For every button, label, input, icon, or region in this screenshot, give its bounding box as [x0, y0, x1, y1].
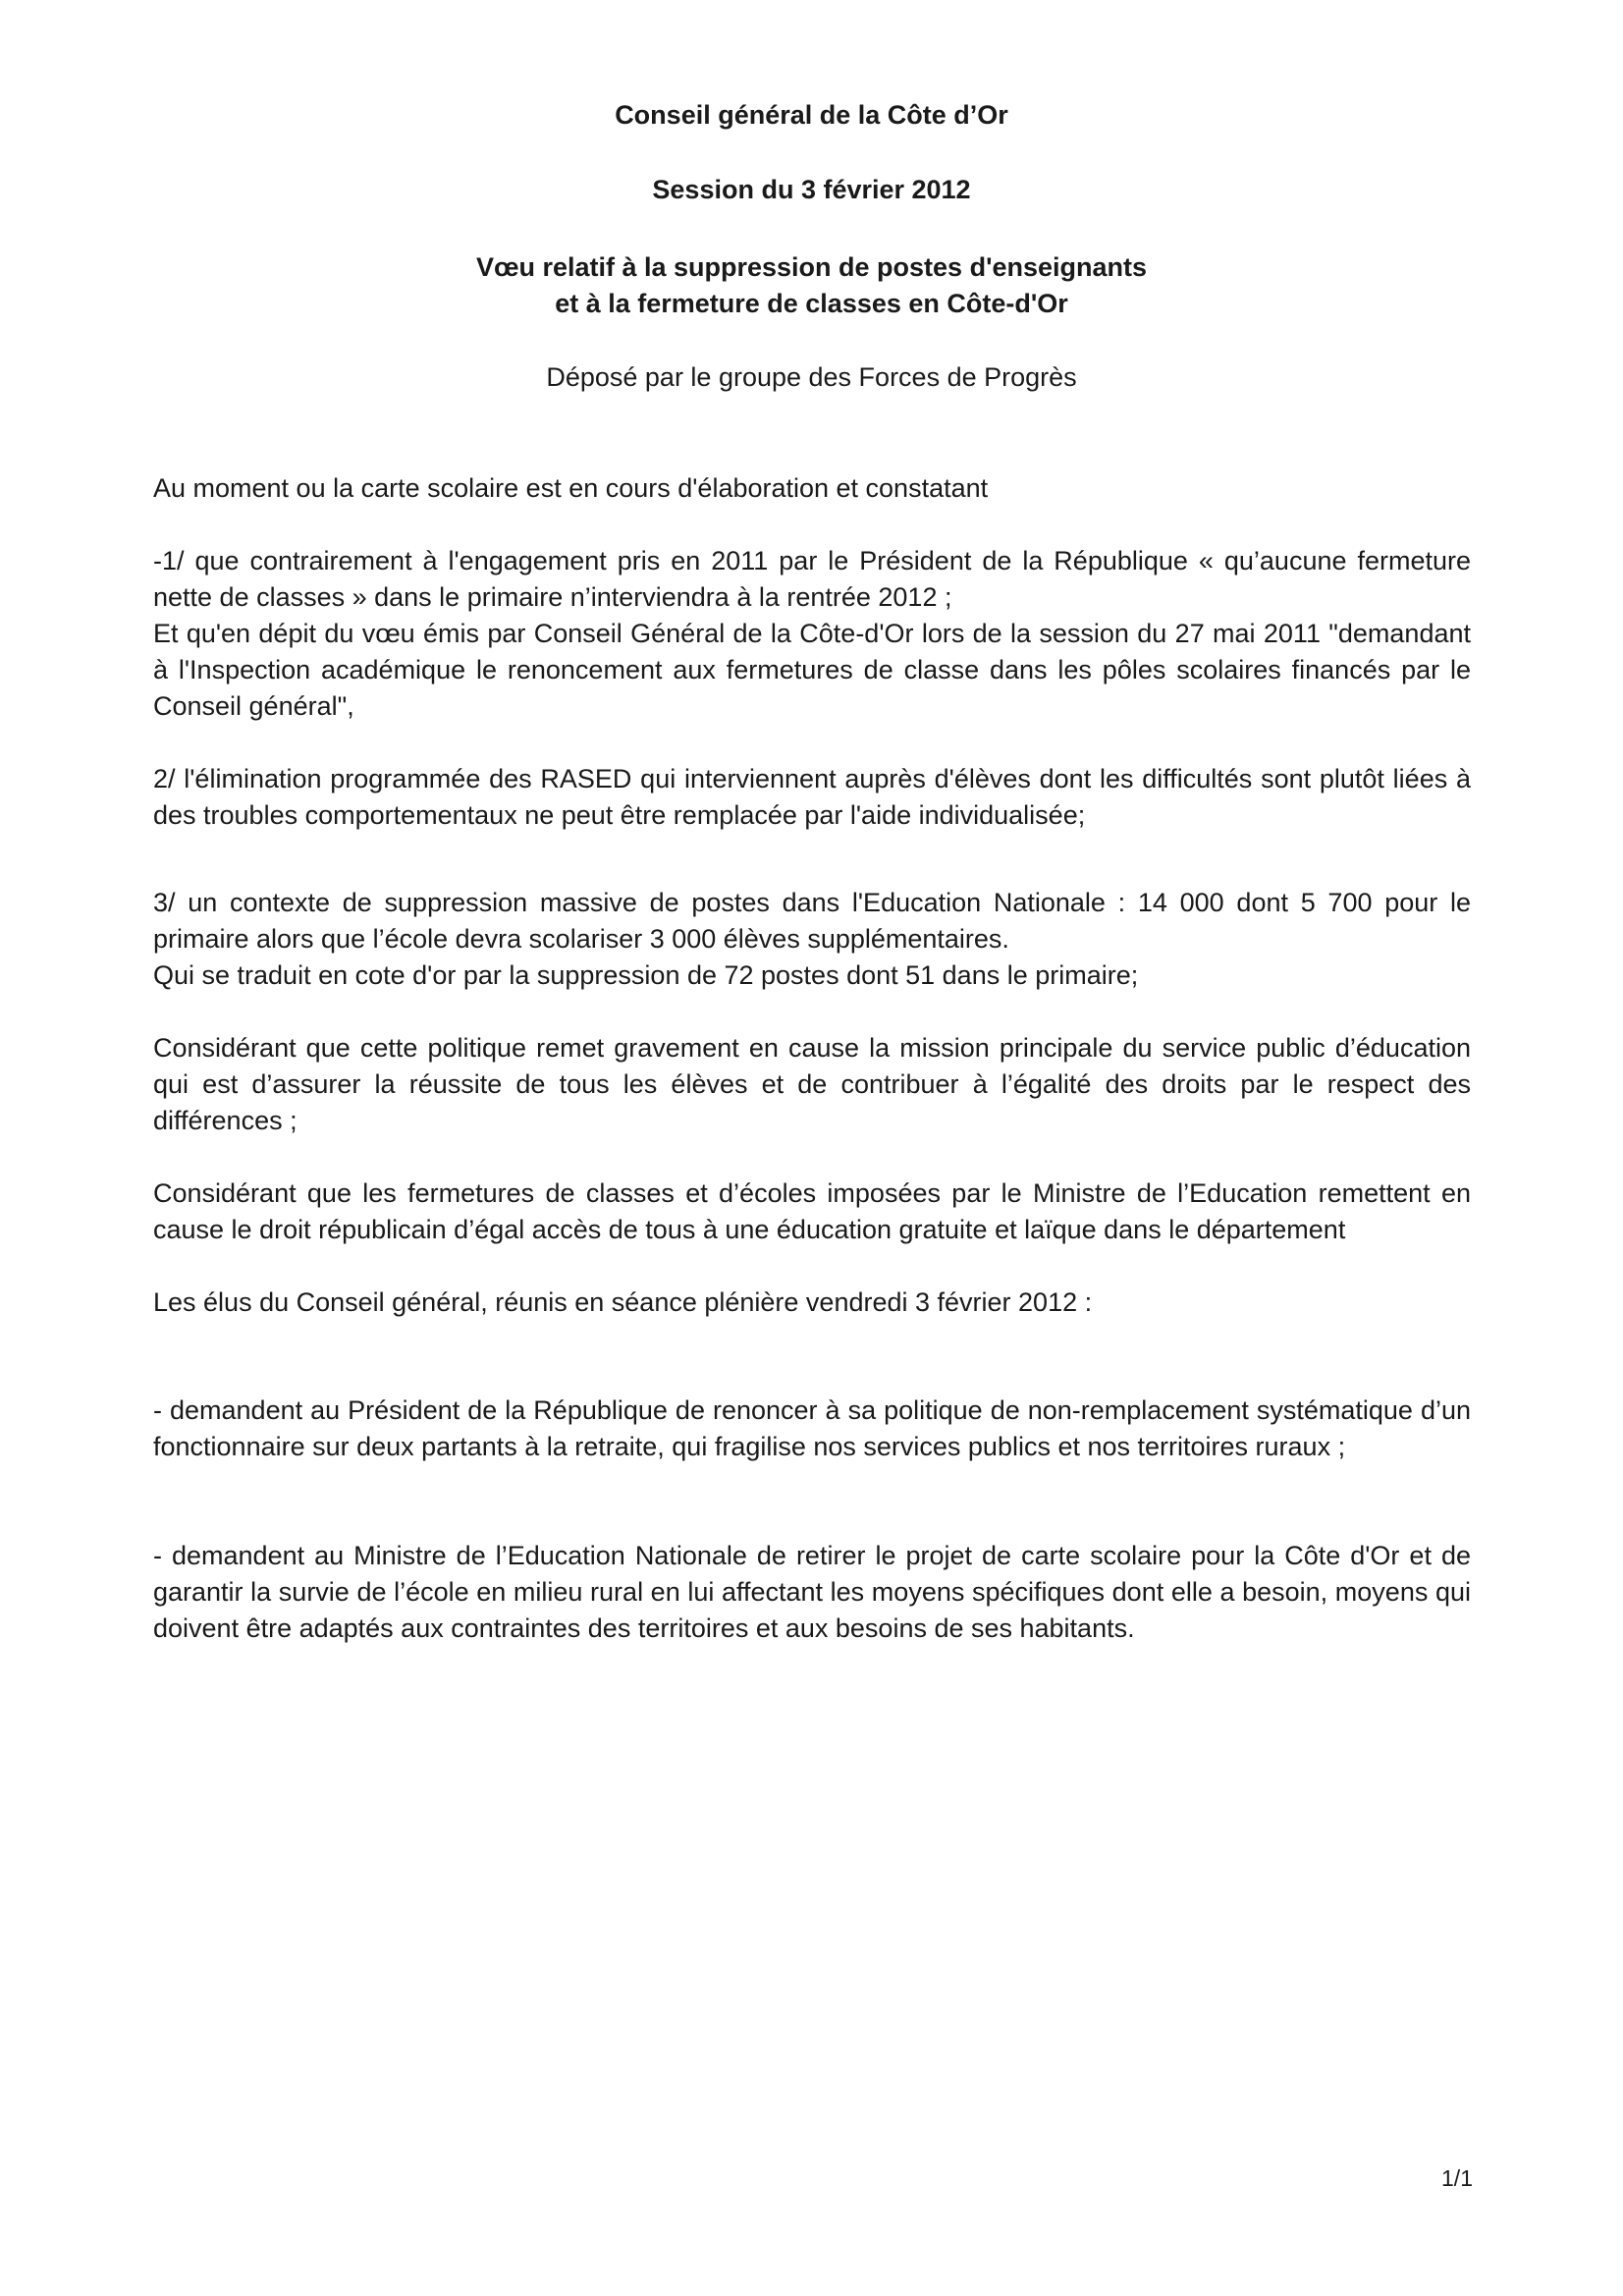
point-1-paragraph: -1/ que contrairement à l'engagement pris en 2011 par le Président de la République « qu’aucune fermeture nette de classes » dans le primaire n’interviendra à la rentrée 2012 ;: [153, 546, 1471, 612]
session-heading: Session du 3 février 2012: [652, 175, 971, 204]
point-3-continuation-paragraph: Qui se traduit en cote d'or par la suppression de 72 postes dont 51 dans le primaire;: [153, 960, 1139, 990]
demande-2-paragraph: - demandent au Ministre de l’Education Nationale de retirer le projet de carte scolaire pour la Côte d'Or et de garantir la survie de l’école en milieu rural en lui affectant les moyens spécifiques dont elle a besoin, moyens qui doivent être adaptés aux contraintes des territoires et aux besoins de ses habitants.: [153, 1541, 1471, 1643]
document-title-line1: Vœu relatif à la suppression de postes d'enseignants: [475, 252, 1148, 282]
intro-paragraph: Au moment ou la carte scolaire est en cours d'élaboration et constatant: [153, 473, 989, 503]
deposited-by-line: Déposé par le groupe des Forces de Progrès: [546, 362, 1077, 392]
point-2-paragraph: 2/ l'élimination programmée des RASED qui interviennent auprès d'élèves dont les difficultés sont plutôt liées à des troubles comportementaux ne peut être remplacée par l'aide individualisée;: [153, 764, 1471, 830]
point-1-continuation-paragraph: Et qu'en dépit du vœu émis par Conseil Général de la Côte-d'Or lors de la session du 27 mai 2011 "demandant à l'Inspection académique le renoncement aux fermetures de classe dans les pôles scolaires financés par le Conseil général",: [153, 619, 1471, 721]
considerant-2-paragraph: Considérant que les fermetures de classes et d’écoles imposées par le Ministre de l’Education remettent en cause le droit républicain d’égal accès de tous à une éducation gratuite et laïque dans le département: [153, 1178, 1471, 1244]
point-3-paragraph: 3/ un contexte de suppression massive de postes dans l'Education Nationale : 14 000 dont 5 700 pour le primaire alors que l’école devra scolariser 3 000 élèves supplémentaires.: [153, 888, 1471, 954]
page-number: 1/1: [1441, 2165, 1473, 2191]
document-title-line2: et à la fermeture de classes en Côte-d'Or: [555, 289, 1068, 318]
elus-paragraph: Les élus du Conseil général, réunis en séance plénière vendredi 3 février 2012 :: [153, 1287, 1093, 1317]
institution-heading: Conseil général de la Côte d’Or: [615, 100, 1008, 130]
demande-1-paragraph: - demandent au Président de la République de renoncer à sa politique de non-remplacement systématique d’un fonctionnaire sur deux partants à la retraite, qui fragilise nos services publics et nos territoires ruraux ;: [153, 1395, 1471, 1461]
considerant-1-paragraph: Considérant que cette politique remet gravement en cause la mission principale du service public d’éducation qui est d’assurer la réussite de tous les élèves et de contribuer à l’égalité des droits par le respect des différences ;: [153, 1033, 1471, 1135]
